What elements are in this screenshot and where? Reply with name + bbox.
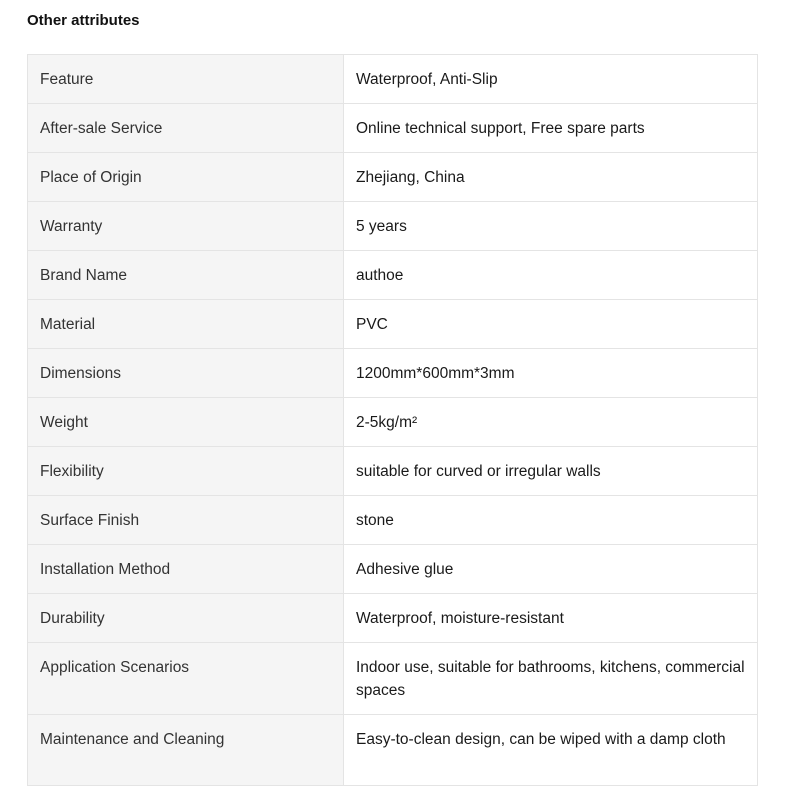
attribute-name: Durability — [28, 594, 344, 643]
table-row — [28, 55, 758, 104]
attributes-table — [27, 54, 758, 786]
table-row — [28, 447, 758, 496]
attribute-value: 5 years — [344, 202, 758, 251]
attribute-name: Brand Name — [28, 251, 344, 300]
table-row — [28, 643, 758, 715]
attribute-value: Zhejiang, China — [344, 153, 758, 202]
attribute-value: Indoor use, suitable for bathrooms, kitchens, commercial spaces — [344, 643, 758, 715]
table-row — [28, 202, 758, 251]
table-row — [28, 545, 758, 594]
attribute-value: authoe — [344, 251, 758, 300]
section-title: Other attributes — [27, 12, 140, 29]
table-row — [28, 715, 758, 786]
attribute-value: 1200mm*600mm*3mm — [344, 349, 758, 398]
attribute-name: Installation Method — [28, 545, 344, 594]
attribute-value: Waterproof, moisture-resistant — [344, 594, 758, 643]
attribute-value: PVC — [344, 300, 758, 349]
table-row — [28, 104, 758, 153]
table-row — [28, 349, 758, 398]
attribute-name: Feature — [28, 55, 344, 104]
attribute-value: stone — [344, 496, 758, 545]
attribute-name: After-sale Service — [28, 104, 344, 153]
attribute-name: Place of Origin — [28, 153, 344, 202]
attribute-value: Easy-to-clean design, can be wiped with a damp cloth — [344, 715, 758, 786]
table-row — [28, 594, 758, 643]
attribute-value: 2-5kg/m² — [344, 398, 758, 447]
table-row — [28, 153, 758, 202]
table-row — [28, 496, 758, 545]
table-row — [28, 398, 758, 447]
attribute-name: Maintenance and Cleaning — [28, 715, 344, 786]
attribute-name: Dimensions — [28, 349, 344, 398]
attribute-name: Material — [28, 300, 344, 349]
attribute-name: Application Scenarios — [28, 643, 344, 715]
table-row — [28, 251, 758, 300]
table-row — [28, 300, 758, 349]
attribute-value: Adhesive glue — [344, 545, 758, 594]
attribute-value: Waterproof, Anti-Slip — [344, 55, 758, 104]
attribute-name: Warranty — [28, 202, 344, 251]
attribute-name: Surface Finish — [28, 496, 344, 545]
attribute-name: Weight — [28, 398, 344, 447]
attribute-value: Online technical support, Free spare parts — [344, 104, 758, 153]
attribute-name: Flexibility — [28, 447, 344, 496]
attribute-value: suitable for curved or irregular walls — [344, 447, 758, 496]
